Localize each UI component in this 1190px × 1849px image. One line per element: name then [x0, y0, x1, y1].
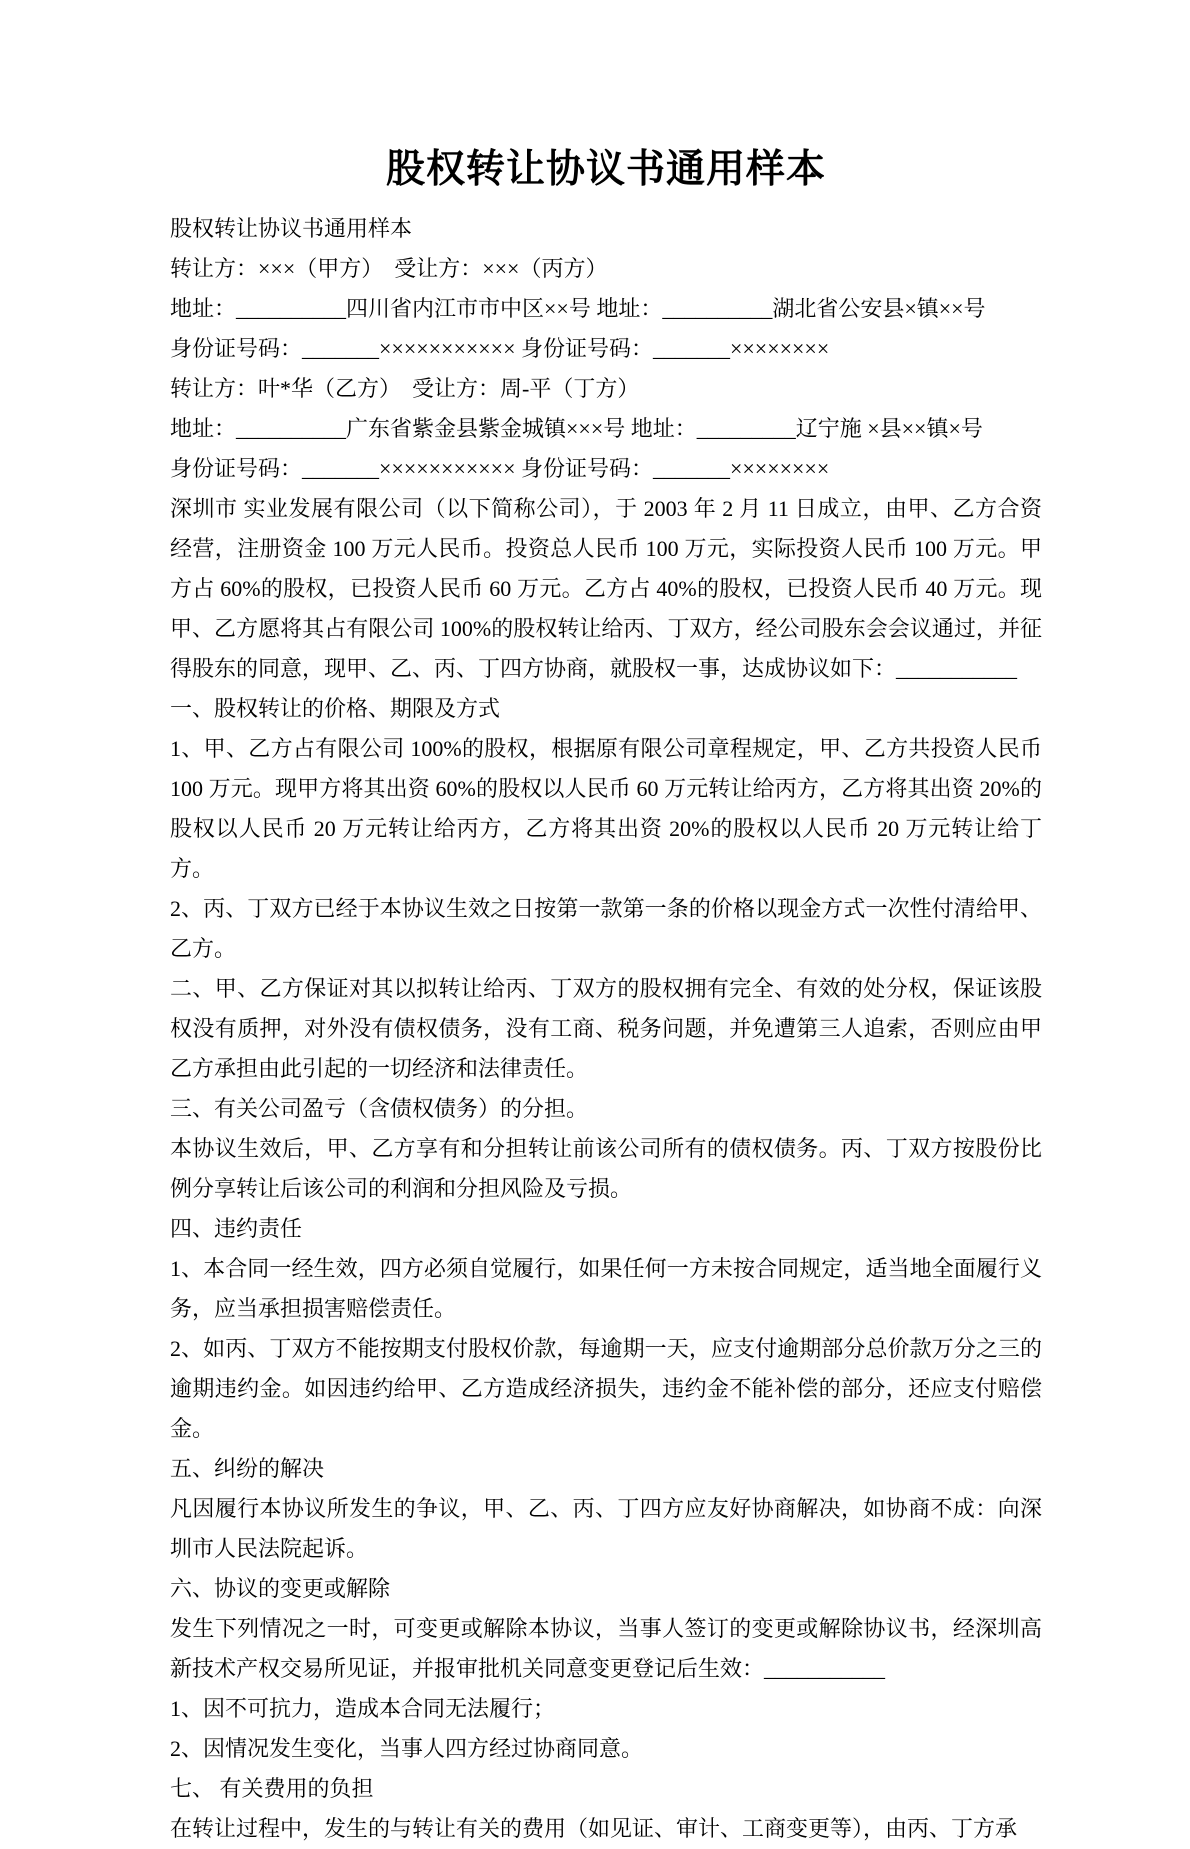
paragraph-section-3-body: 本协议生效后，甲、乙方享有和分担转让前该公司所有的债权债务。丙、丁双方按股份比例分享转让后该公司的利润和分担风险及亏损。	[170, 1135, 1042, 1201]
paragraph-section-6-item-2: 2、因情况发生变化，当事人四方经过协商同意。	[170, 1735, 644, 1761]
paragraph-address-1: 地址：__________四川省内江市市中区××号 地址：__________湖北省公安县×镇××号	[170, 295, 986, 321]
paragraph-section-5-body: 凡因履行本协议所发生的争议，甲、乙、丙、丁四方应友好协商解决，如协商不成：向深圳市人民法院起诉。	[170, 1495, 1042, 1561]
paragraph-address-2: 地址：__________广东省紫金县紫金城镇×××号 地址：_________辽宁施 ×县××镇×号	[170, 415, 983, 441]
paragraph-section-7-body: 在转让过程中，发生的与转让有关的费用（如见证、审计、工商变更等），由丙、丁方承	[170, 1815, 1018, 1841]
paragraph-section-1-item-2: 2、丙、丁双方已经于本协议生效之日按第一款第一条的价格以现金方式一次性付清给甲、乙方。	[170, 895, 1042, 961]
paragraph-section-4-heading: 四、违约责任	[170, 1215, 303, 1241]
paragraph-section-1-item-1: 1、甲、乙方占有限公司 100%的股权，根据原有限公司章程规定，甲、乙方共投资人民币 100 万元。现甲方将其出资 60%的股权以人民币 60 万元转让给丙方，乙方将其出资 20%的股权以人民币 20 万元转让给丙方，乙方将其出资 20%的股权以人民币 20 万元转让给丁方。	[170, 735, 1042, 881]
document-body	[170, 209, 1042, 1849]
paragraph-section-6-item-1: 1、因不可抗力，造成本合同无法履行；	[170, 1695, 556, 1721]
paragraph-section-6-heading: 六、协议的变更或解除	[170, 1575, 391, 1601]
paragraph-preamble: 深圳市 实业发展有限公司（以下简称公司），于 2003 年 2 月 11 日成立，由甲、乙方合资经营，注册资金 100 万元人民币。投资总人民币 100 万元，实际投资人民币 100 万元。甲方占 60%的股权，已投资人民币 60 万元。乙方占 40%的股权，已投资人民币 40 万元。现甲、乙方愿将其占有限公司 100%的股权转让给丙、丁双方，经公司股东会会议通过，并征得股东的同意，现甲、乙、丙、丁四方协商，就股权一事，达成协议如下：___________	[170, 495, 1042, 681]
paragraph-section-6-body: 发生下列情况之一时，可变更或解除本协议，当事人签订的变更或解除协议书，经深圳高新技术产权交易所见证，并报审批机关同意变更登记后生效：___________	[170, 1615, 1042, 1681]
paragraph-section-1-heading: 一、股权转让的价格、期限及方式	[170, 695, 501, 721]
paragraph-subtitle: 股权转让协议书通用样本	[170, 215, 413, 241]
paragraph-section-4-item-1: 1、本合同一经生效，四方必须自觉履行，如果任何一方未按合同规定，适当地全面履行义务，应当承担损害赔偿责任。	[170, 1255, 1042, 1321]
paragraph-parties-1: 转让方：×××（甲方） 受让方：×××（丙方）	[170, 255, 608, 281]
paragraph-id-numbers-1: 身份证号码：_______××××××××××× 身份证号码：_______××××××××	[170, 335, 830, 361]
paragraph-section-5-heading: 五、纠纷的解决	[170, 1455, 325, 1481]
paragraph-id-numbers-2: 身份证号码：_______××××××××××× 身份证号码：_______××××××××	[170, 455, 830, 481]
document-title: 股权转让协议书通用样本	[385, 148, 826, 191]
paragraph-parties-2: 转让方：叶*华（乙方） 受让方：周-平（丁方）	[170, 375, 640, 401]
paragraph-section-3-heading: 三、有关公司盈亏（含债权债务）的分担。	[170, 1095, 589, 1121]
paragraph-section-4-item-2: 2、如丙、丁双方不能按期支付股权价款，每逾期一天，应支付逾期部分总价款万分之三的逾期违约金。如因违约给甲、乙方造成经济损失，违约金不能补偿的部分，还应支付赔偿金。	[170, 1335, 1042, 1441]
paragraph-section-2: 二、甲、乙方保证对其以拟转让给丙、丁双方的股权拥有完全、有效的处分权，保证该股权没有质押，对外没有债权债务，没有工商、税务问题，并免遭第三人追索，否则应由甲乙方承担由此引起的一切经济和法律责任。	[170, 975, 1042, 1081]
paragraph-section-7-heading: 七、 有关费用的负担	[170, 1775, 374, 1801]
